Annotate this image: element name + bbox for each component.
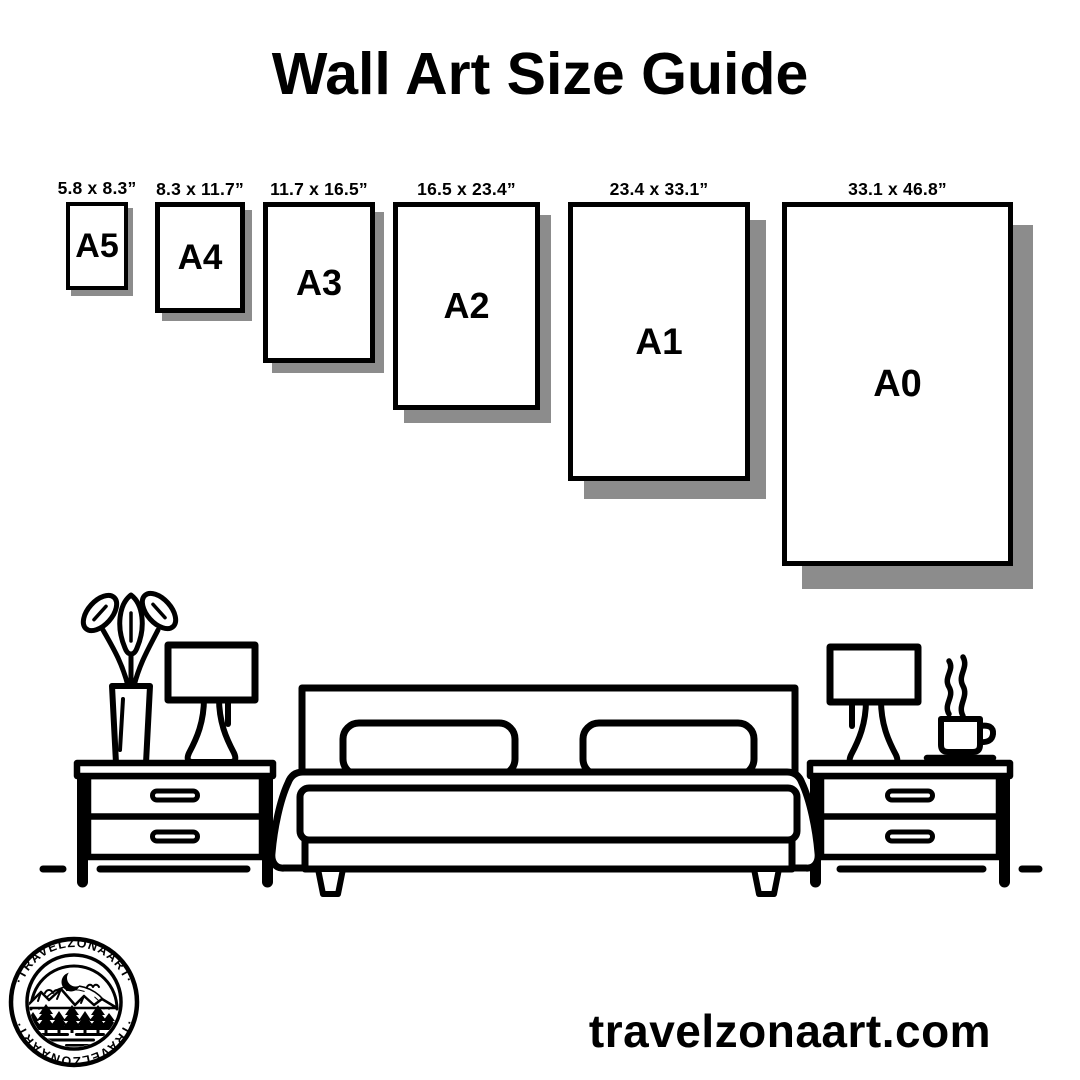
size-frame-a1 [568, 179, 750, 481]
moon-icon [62, 970, 85, 992]
size-dimensions-a3: 11.7 x 16.5” [270, 179, 368, 199]
size-label-a2: A2 [443, 285, 490, 326]
website-text: travelzonaart.com [588, 1005, 992, 1057]
size-frame-a5 [57, 178, 137, 290]
size-label-a1: A1 [635, 320, 683, 362]
size-label-a4: A4 [177, 237, 223, 277]
steam-icon [947, 657, 964, 716]
size-dimensions-a1: 23.4 x 33.1” [609, 179, 709, 199]
page-title: Wall Art Size Guide [271, 41, 809, 107]
table-lamp-left-icon [168, 645, 255, 762]
size-frame-a0 [782, 179, 1013, 566]
size-dimensions-a4: 8.3 x 11.7” [156, 179, 244, 199]
size-frame-a3 [263, 179, 375, 363]
size-frame-a4 [155, 179, 245, 313]
table-lamp-right-icon [830, 647, 918, 764]
nightstand-right-icon [810, 763, 1010, 882]
pillow-right [583, 723, 754, 775]
size-label-a0: A0 [873, 362, 922, 405]
size-dimensions-a5: 5.8 x 8.3” [57, 178, 137, 198]
size-dimensions-a2: 16.5 x 23.4” [417, 179, 516, 199]
size-frame-a2 [393, 179, 540, 410]
logo-bottom-text: ·TRAVELZONAART· [11, 1018, 137, 1069]
coffee-cup-icon [927, 657, 993, 758]
size-label-a5: A5 [75, 226, 119, 265]
bed-icon [272, 688, 818, 894]
size-dimensions-a0: 33.1 x 46.8” [848, 179, 947, 199]
pillow-left [343, 723, 515, 775]
logo-top-text: ·TRAVELZONAART· [11, 935, 137, 986]
size-label-a3: A3 [295, 261, 343, 303]
bedroom-illustration [0, 580, 1080, 900]
bed-legs [318, 869, 779, 894]
brand-logo [0, 927, 149, 1077]
nightstand-left-icon [77, 763, 273, 882]
